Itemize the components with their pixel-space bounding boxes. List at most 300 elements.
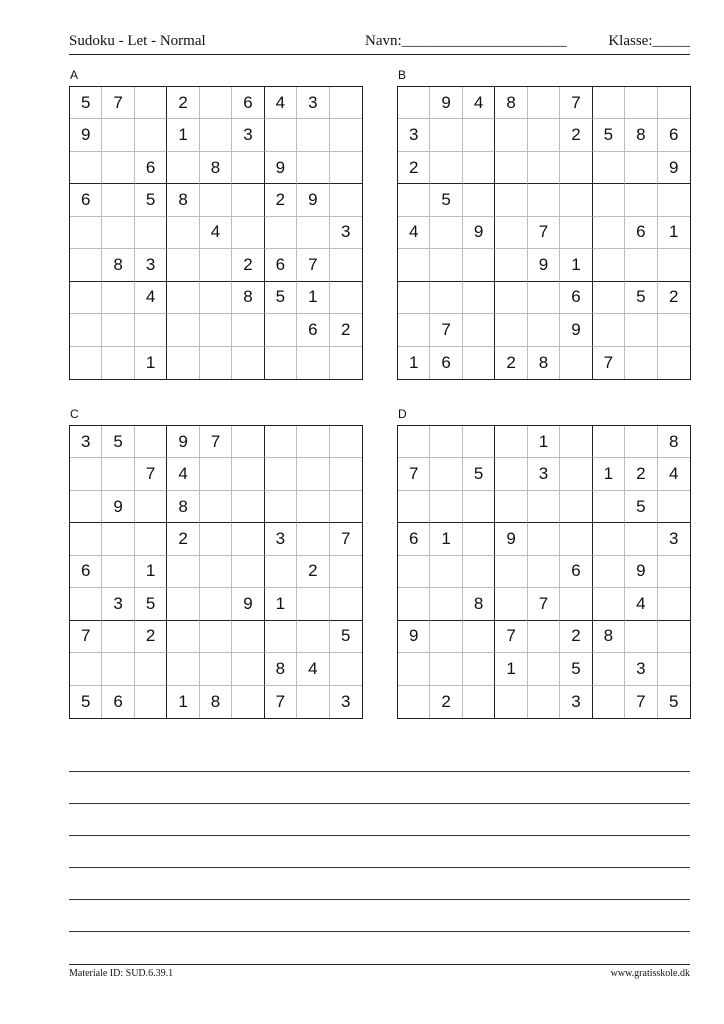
sudoku-cell[interactable] (70, 152, 102, 184)
sudoku-cell[interactable] (430, 588, 462, 620)
sudoku-cell[interactable] (102, 347, 134, 379)
sudoku-cell[interactable]: 7 (297, 249, 329, 281)
sudoku-cell[interactable]: 4 (265, 87, 297, 119)
sudoku-cell[interactable] (167, 653, 199, 685)
sudoku-cell[interactable]: 6 (70, 184, 102, 216)
sudoku-cell[interactable] (70, 314, 102, 346)
sudoku-cell[interactable]: 3 (70, 426, 102, 458)
sudoku-cell[interactable]: 7 (528, 588, 560, 620)
sudoku-cell[interactable] (200, 347, 232, 379)
sudoku-cell[interactable]: 7 (330, 523, 362, 555)
sudoku-cell[interactable] (560, 217, 592, 249)
sudoku-cell[interactable] (593, 87, 625, 119)
sudoku-cell[interactable] (297, 621, 329, 653)
sudoku-cell[interactable] (495, 426, 527, 458)
sudoku-cell[interactable]: 2 (135, 621, 167, 653)
sudoku-cell[interactable]: 2 (430, 686, 462, 718)
sudoku-cell[interactable] (200, 523, 232, 555)
sudoku-cell[interactable] (560, 523, 592, 555)
sudoku-cell[interactable] (430, 621, 462, 653)
sudoku-cell[interactable] (265, 217, 297, 249)
sudoku-cell[interactable] (593, 556, 625, 588)
sudoku-cell[interactable]: 9 (70, 119, 102, 151)
sudoku-cell[interactable] (495, 491, 527, 523)
sudoku-cell[interactable]: 2 (265, 184, 297, 216)
sudoku-cell[interactable]: 4 (625, 588, 657, 620)
sudoku-cell[interactable] (297, 523, 329, 555)
sudoku-cell[interactable] (102, 621, 134, 653)
sudoku-cell[interactable]: 9 (232, 588, 264, 620)
sudoku-cell[interactable] (658, 588, 690, 620)
sudoku-cell[interactable] (167, 282, 199, 314)
sudoku-cell[interactable]: 1 (167, 119, 199, 151)
sudoku-cell[interactable]: 9 (658, 152, 690, 184)
sudoku-cell[interactable]: 3 (102, 588, 134, 620)
sudoku-cell[interactable]: 3 (528, 458, 560, 490)
sudoku-cell[interactable] (135, 491, 167, 523)
sudoku-cell[interactable]: 6 (102, 686, 134, 718)
sudoku-cell[interactable] (528, 152, 560, 184)
sudoku-cell[interactable] (528, 556, 560, 588)
sudoku-cell[interactable] (135, 523, 167, 555)
sudoku-cell[interactable]: 7 (200, 426, 232, 458)
sudoku-cell[interactable] (625, 249, 657, 281)
sudoku-cell[interactable]: 2 (398, 152, 430, 184)
sudoku-cell[interactable] (200, 458, 232, 490)
sudoku-cell[interactable] (430, 249, 462, 281)
sudoku-cell[interactable]: 8 (463, 588, 495, 620)
sudoku-cell[interactable] (135, 426, 167, 458)
sudoku-cell[interactable]: 9 (528, 249, 560, 281)
sudoku-cell[interactable]: 7 (560, 87, 592, 119)
sudoku-cell[interactable]: 5 (463, 458, 495, 490)
sudoku-cell[interactable]: 5 (265, 282, 297, 314)
sudoku-cell[interactable] (625, 87, 657, 119)
sudoku-cell[interactable]: 7 (528, 217, 560, 249)
sudoku-cell[interactable]: 5 (135, 184, 167, 216)
sudoku-cell[interactable] (593, 314, 625, 346)
sudoku-cell[interactable] (135, 119, 167, 151)
sudoku-cell[interactable]: 8 (528, 347, 560, 379)
sudoku-cell[interactable] (200, 249, 232, 281)
sudoku-cell[interactable] (200, 653, 232, 685)
sudoku-cell[interactable]: 7 (70, 621, 102, 653)
sudoku-cell[interactable] (232, 491, 264, 523)
sudoku-cell[interactable]: 5 (70, 87, 102, 119)
sudoku-cell[interactable] (560, 347, 592, 379)
sudoku-cell[interactable]: 6 (398, 523, 430, 555)
sudoku-cell[interactable]: 9 (430, 87, 462, 119)
sudoku-cell[interactable]: 6 (265, 249, 297, 281)
sudoku-cell[interactable] (658, 249, 690, 281)
sudoku-cell[interactable] (495, 249, 527, 281)
sudoku-cell[interactable] (200, 119, 232, 151)
sudoku-cell[interactable] (297, 491, 329, 523)
sudoku-cell[interactable] (200, 87, 232, 119)
sudoku-cell[interactable]: 1 (265, 588, 297, 620)
sudoku-cell[interactable]: 1 (167, 686, 199, 718)
sudoku-cell[interactable] (330, 249, 362, 281)
sudoku-cell[interactable] (70, 458, 102, 490)
sudoku-cell[interactable] (232, 653, 264, 685)
sudoku-cell[interactable] (200, 491, 232, 523)
sudoku-cell[interactable] (593, 249, 625, 281)
sudoku-cell[interactable]: 3 (560, 686, 592, 718)
sudoku-cell[interactable] (528, 184, 560, 216)
sudoku-cell[interactable] (232, 458, 264, 490)
sudoku-cell[interactable]: 2 (232, 249, 264, 281)
sudoku-cell[interactable] (330, 653, 362, 685)
sudoku-cell[interactable] (398, 282, 430, 314)
sudoku-cell[interactable]: 1 (658, 217, 690, 249)
sudoku-cell[interactable] (463, 556, 495, 588)
sudoku-cell[interactable] (102, 282, 134, 314)
sudoku-cell[interactable] (265, 458, 297, 490)
sudoku-cell[interactable] (330, 184, 362, 216)
sudoku-cell[interactable] (528, 87, 560, 119)
sudoku-cell[interactable]: 8 (167, 184, 199, 216)
sudoku-cell[interactable] (167, 314, 199, 346)
sudoku-cell[interactable] (232, 686, 264, 718)
sudoku-cell[interactable]: 9 (102, 491, 134, 523)
sudoku-cell[interactable] (200, 314, 232, 346)
sudoku-cell[interactable] (658, 347, 690, 379)
sudoku-cell[interactable] (232, 217, 264, 249)
sudoku-cell[interactable]: 1 (560, 249, 592, 281)
sudoku-cell[interactable] (265, 556, 297, 588)
sudoku-cell[interactable] (102, 184, 134, 216)
sudoku-cell[interactable]: 8 (658, 426, 690, 458)
sudoku-cell[interactable] (430, 556, 462, 588)
sudoku-cell[interactable] (167, 217, 199, 249)
sudoku-cell[interactable] (398, 686, 430, 718)
sudoku-cell[interactable]: 7 (625, 686, 657, 718)
sudoku-cell[interactable] (658, 314, 690, 346)
sudoku-cell[interactable] (593, 491, 625, 523)
sudoku-cell[interactable] (398, 426, 430, 458)
sudoku-cell[interactable]: 4 (463, 87, 495, 119)
sudoku-cell[interactable]: 9 (560, 314, 592, 346)
sudoku-cell[interactable] (330, 282, 362, 314)
sudoku-cell[interactable] (167, 152, 199, 184)
sudoku-cell[interactable]: 8 (593, 621, 625, 653)
sudoku-cell[interactable]: 1 (297, 282, 329, 314)
sudoku-cell[interactable] (495, 556, 527, 588)
sudoku-cell[interactable] (658, 621, 690, 653)
sudoku-cell[interactable] (625, 621, 657, 653)
sudoku-cell[interactable] (265, 314, 297, 346)
sudoku-cell[interactable] (297, 152, 329, 184)
sudoku-cell[interactable]: 1 (430, 523, 462, 555)
sudoku-cell[interactable] (463, 184, 495, 216)
sudoku-cell[interactable] (330, 347, 362, 379)
sudoku-cell[interactable] (297, 588, 329, 620)
sudoku-cell[interactable] (593, 686, 625, 718)
sudoku-cell[interactable]: 5 (593, 119, 625, 151)
sudoku-cell[interactable] (430, 653, 462, 685)
sudoku-cell[interactable]: 9 (495, 523, 527, 555)
sudoku-cell[interactable] (430, 458, 462, 490)
sudoku-cell[interactable] (102, 556, 134, 588)
sudoku-cell[interactable] (135, 217, 167, 249)
sudoku-cell[interactable] (232, 314, 264, 346)
sudoku-cell[interactable] (528, 314, 560, 346)
sudoku-cell[interactable] (330, 458, 362, 490)
sudoku-cell[interactable] (430, 217, 462, 249)
sudoku-cell[interactable] (495, 314, 527, 346)
sudoku-cell[interactable] (495, 458, 527, 490)
sudoku-cell[interactable] (495, 184, 527, 216)
sudoku-cell[interactable] (560, 491, 592, 523)
sudoku-cell[interactable] (593, 282, 625, 314)
sudoku-cell[interactable] (232, 621, 264, 653)
sudoku-cell[interactable] (658, 184, 690, 216)
sudoku-cell[interactable] (593, 184, 625, 216)
sudoku-cell[interactable] (463, 621, 495, 653)
sudoku-cell[interactable]: 4 (398, 217, 430, 249)
sudoku-cell[interactable] (167, 621, 199, 653)
sudoku-cell[interactable]: 9 (463, 217, 495, 249)
sudoku-cell[interactable]: 3 (265, 523, 297, 555)
sudoku-cell[interactable] (430, 491, 462, 523)
sudoku-cell[interactable] (463, 426, 495, 458)
sudoku-cell[interactable] (398, 556, 430, 588)
sudoku-cell[interactable]: 5 (625, 282, 657, 314)
sudoku-cell[interactable]: 1 (528, 426, 560, 458)
sudoku-cell[interactable] (495, 119, 527, 151)
sudoku-cell[interactable] (297, 347, 329, 379)
sudoku-cell[interactable]: 4 (200, 217, 232, 249)
sudoku-cell[interactable]: 4 (135, 282, 167, 314)
sudoku-cell[interactable] (463, 152, 495, 184)
sudoku-cell[interactable] (463, 249, 495, 281)
sudoku-cell[interactable] (593, 653, 625, 685)
sudoku-cell[interactable] (102, 152, 134, 184)
sudoku-cell[interactable]: 8 (200, 152, 232, 184)
sudoku-cell[interactable] (463, 491, 495, 523)
sudoku-cell[interactable] (398, 87, 430, 119)
sudoku-cell[interactable] (265, 426, 297, 458)
sudoku-cell[interactable] (528, 119, 560, 151)
sudoku-cell[interactable] (232, 347, 264, 379)
sudoku-cell[interactable] (70, 491, 102, 523)
sudoku-cell[interactable]: 3 (341, 691, 351, 711)
sudoku-cell[interactable]: 6 (70, 556, 102, 588)
sudoku-cell[interactable] (200, 556, 232, 588)
sudoku-cell[interactable]: 5 (669, 691, 679, 711)
sudoku-cell[interactable] (625, 523, 657, 555)
sudoku-cell[interactable]: 3 (330, 217, 362, 249)
sudoku-cell[interactable]: 5 (560, 653, 592, 685)
sudoku-cell[interactable]: 6 (560, 282, 592, 314)
sudoku-cell[interactable] (398, 249, 430, 281)
sudoku-cell[interactable]: 9 (265, 152, 297, 184)
sudoku-cell[interactable] (495, 686, 527, 718)
sudoku-cell[interactable]: 1 (593, 458, 625, 490)
sudoku-cell[interactable] (625, 152, 657, 184)
sudoku-cell[interactable] (560, 588, 592, 620)
sudoku-cell[interactable] (398, 314, 430, 346)
sudoku-cell[interactable] (528, 653, 560, 685)
sudoku-cell[interactable] (232, 556, 264, 588)
sudoku-cell[interactable]: 1 (135, 347, 167, 379)
sudoku-cell[interactable] (593, 217, 625, 249)
sudoku-cell[interactable] (265, 491, 297, 523)
sudoku-cell[interactable]: 3 (398, 119, 430, 151)
sudoku-cell[interactable]: 5 (330, 621, 362, 653)
sudoku-cell[interactable]: 2 (560, 621, 592, 653)
sudoku-cell[interactable]: 9 (625, 556, 657, 588)
sudoku-cell[interactable] (232, 523, 264, 555)
sudoku-cell[interactable] (463, 686, 495, 718)
sudoku-cell[interactable] (70, 523, 102, 555)
sudoku-cell[interactable] (528, 523, 560, 555)
sudoku-cell[interactable] (265, 119, 297, 151)
sudoku-cell[interactable]: 8 (167, 491, 199, 523)
sudoku-cell[interactable] (625, 314, 657, 346)
sudoku-cell[interactable] (430, 426, 462, 458)
sudoku-cell[interactable] (297, 686, 329, 718)
sudoku-cell[interactable] (625, 347, 657, 379)
sudoku-cell[interactable]: 7 (495, 621, 527, 653)
sudoku-cell[interactable]: 3 (625, 653, 657, 685)
sudoku-cell[interactable] (265, 621, 297, 653)
sudoku-cell[interactable]: 6 (658, 119, 690, 151)
sudoku-cell[interactable] (330, 556, 362, 588)
sudoku-cell[interactable] (102, 119, 134, 151)
sudoku-cell[interactable] (658, 491, 690, 523)
sudoku-cell[interactable]: 2 (330, 314, 362, 346)
sudoku-cell[interactable]: 2 (560, 119, 592, 151)
sudoku-cell[interactable]: 8 (265, 653, 297, 685)
sudoku-cell[interactable] (625, 426, 657, 458)
sudoku-cell[interactable] (560, 152, 592, 184)
sudoku-cell[interactable]: 2 (167, 523, 199, 555)
sudoku-cell[interactable]: 4 (297, 653, 329, 685)
sudoku-cell[interactable] (528, 282, 560, 314)
sudoku-cell[interactable] (330, 426, 362, 458)
sudoku-cell[interactable] (330, 87, 362, 119)
sudoku-cell[interactable] (430, 152, 462, 184)
sudoku-cell[interactable]: 6 (297, 314, 329, 346)
sudoku-cell[interactable] (200, 588, 232, 620)
sudoku-cell[interactable]: 1 (135, 556, 167, 588)
sudoku-cell[interactable]: 5 (70, 686, 102, 718)
sudoku-cell[interactable] (495, 152, 527, 184)
sudoku-cell[interactable]: 5 (135, 588, 167, 620)
sudoku-cell[interactable]: 3 (658, 523, 690, 555)
sudoku-cell[interactable] (495, 588, 527, 620)
sudoku-cell[interactable] (528, 621, 560, 653)
sudoku-cell[interactable] (528, 491, 560, 523)
sudoku-cell[interactable] (560, 426, 592, 458)
sudoku-cell[interactable] (70, 249, 102, 281)
sudoku-cell[interactable] (495, 217, 527, 249)
sudoku-cell[interactable]: 2 (658, 282, 690, 314)
sudoku-cell[interactable]: 6 (560, 556, 592, 588)
sudoku-cell[interactable] (658, 653, 690, 685)
sudoku-cell[interactable] (135, 87, 167, 119)
sudoku-cell[interactable] (658, 556, 690, 588)
sudoku-cell[interactable]: 6 (625, 217, 657, 249)
sudoku-cell[interactable] (167, 249, 199, 281)
sudoku-cell[interactable] (398, 653, 430, 685)
sudoku-cell[interactable]: 7 (430, 314, 462, 346)
sudoku-cell[interactable] (398, 184, 430, 216)
sudoku-cell[interactable] (102, 653, 134, 685)
sudoku-cell[interactable]: 4 (167, 458, 199, 490)
sudoku-cell[interactable] (560, 458, 592, 490)
sudoku-cell[interactable] (330, 588, 362, 620)
sudoku-cell[interactable] (398, 588, 430, 620)
sudoku-cell[interactable] (330, 119, 362, 151)
sudoku-cell[interactable]: 1 (398, 347, 430, 379)
sudoku-cell[interactable]: 7 (398, 458, 430, 490)
sudoku-cell[interactable] (297, 458, 329, 490)
sudoku-cell[interactable] (330, 491, 362, 523)
sudoku-cell[interactable]: 7 (593, 347, 625, 379)
sudoku-cell[interactable]: 7 (102, 87, 134, 119)
sudoku-cell[interactable] (200, 621, 232, 653)
sudoku-cell[interactable] (135, 314, 167, 346)
sudoku-cell[interactable] (330, 152, 362, 184)
sudoku-cell[interactable] (495, 282, 527, 314)
sudoku-cell[interactable]: 2 (167, 87, 199, 119)
sudoku-cell[interactable] (593, 588, 625, 620)
sudoku-cell[interactable] (70, 588, 102, 620)
sudoku-cell[interactable]: 8 (625, 119, 657, 151)
sudoku-cell[interactable]: 3 (232, 119, 264, 151)
sudoku-cell[interactable] (232, 152, 264, 184)
sudoku-cell[interactable]: 8 (232, 282, 264, 314)
sudoku-cell[interactable]: 6 (232, 87, 264, 119)
sudoku-cell[interactable] (528, 686, 560, 718)
sudoku-cell[interactable] (135, 653, 167, 685)
sudoku-cell[interactable] (135, 686, 167, 718)
sudoku-cell[interactable] (102, 458, 134, 490)
sudoku-cell[interactable]: 2 (495, 347, 527, 379)
sudoku-cell[interactable] (70, 653, 102, 685)
sudoku-cell[interactable]: 2 (297, 556, 329, 588)
sudoku-cell[interactable] (167, 588, 199, 620)
sudoku-cell[interactable] (167, 556, 199, 588)
sudoku-cell[interactable]: 6 (430, 347, 462, 379)
sudoku-cell[interactable] (463, 282, 495, 314)
sudoku-cell[interactable] (398, 491, 430, 523)
sudoku-cell[interactable] (102, 523, 134, 555)
sudoku-cell[interactable] (560, 184, 592, 216)
sudoku-cell[interactable] (297, 426, 329, 458)
sudoku-cell[interactable]: 5 (430, 184, 462, 216)
sudoku-cell[interactable] (232, 426, 264, 458)
sudoku-cell[interactable] (463, 119, 495, 151)
sudoku-cell[interactable]: 8 (495, 87, 527, 119)
sudoku-cell[interactable]: 7 (265, 686, 297, 718)
sudoku-cell[interactable] (430, 282, 462, 314)
sudoku-cell[interactable] (593, 152, 625, 184)
sudoku-cell[interactable]: 8 (200, 686, 232, 718)
sudoku-cell[interactable]: 2 (625, 458, 657, 490)
sudoku-cell[interactable]: 3 (135, 249, 167, 281)
sudoku-cell[interactable]: 9 (398, 621, 430, 653)
sudoku-cell[interactable]: 5 (625, 491, 657, 523)
sudoku-cell[interactable]: 1 (495, 653, 527, 685)
sudoku-cell[interactable] (430, 119, 462, 151)
sudoku-cell[interactable]: 6 (135, 152, 167, 184)
sudoku-cell[interactable] (70, 217, 102, 249)
sudoku-cell[interactable] (232, 184, 264, 216)
sudoku-cell[interactable]: 5 (102, 426, 134, 458)
